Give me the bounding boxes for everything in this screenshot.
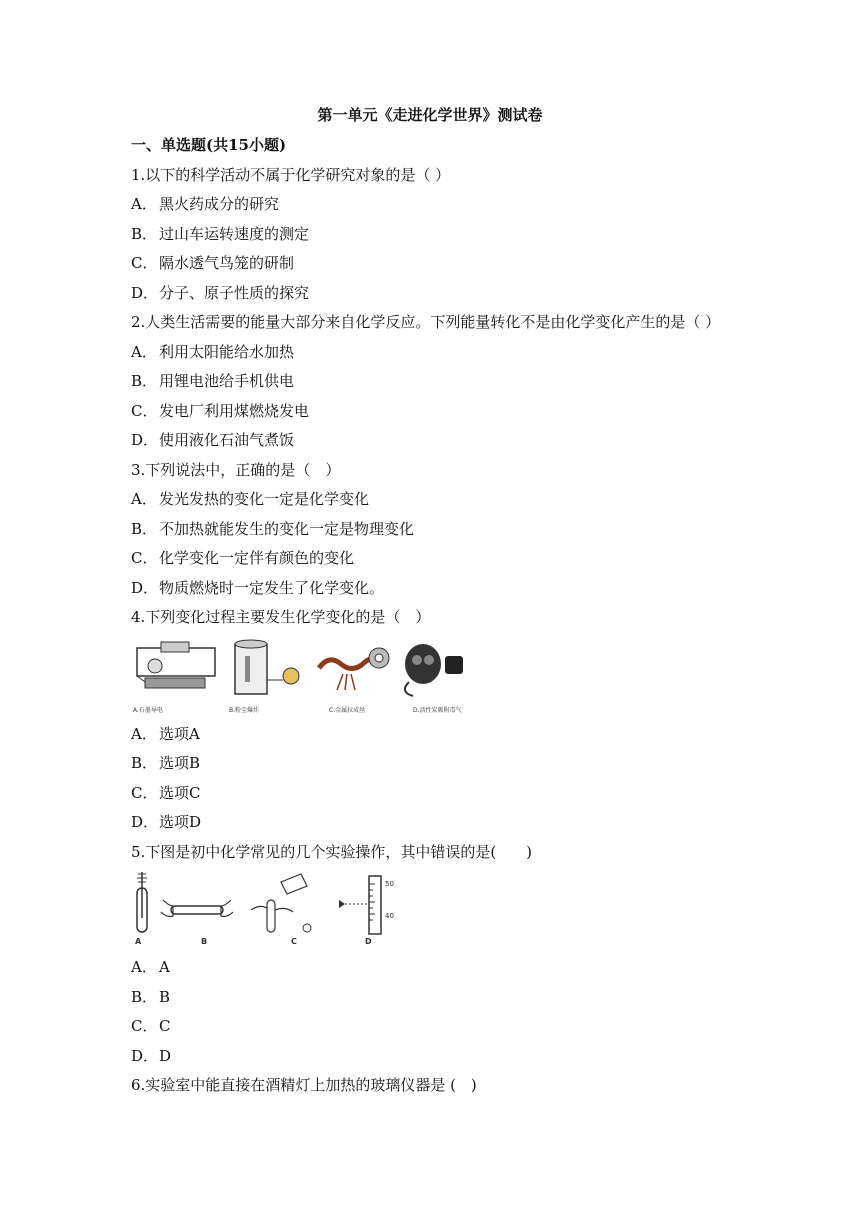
- scale-40: 40: [385, 912, 394, 920]
- option-text: 使用液化石油气煮饭: [159, 431, 295, 449]
- option-letter: B．: [131, 988, 158, 1006]
- option-text: 物质燃烧时一定发生了化学变化。: [159, 579, 385, 597]
- question-5-option-b[interactable]: [131, 986, 170, 1007]
- question-4-figure: [131, 636, 491, 718]
- question-4-option-d[interactable]: [131, 811, 201, 832]
- option-letter: D．: [131, 579, 159, 597]
- question-1-option-d[interactable]: [131, 282, 309, 303]
- option-letter: A．: [131, 958, 157, 976]
- option-letter: C．: [131, 254, 158, 272]
- option-text: 用锂电池给手机供电: [159, 372, 295, 390]
- option-letter: D．: [131, 1047, 159, 1065]
- figure-caption-d: D.活性炭吸附毒气: [413, 707, 462, 714]
- option-letter: C．: [131, 402, 158, 420]
- graduated-cylinder-icon: [339, 876, 381, 934]
- option-text: C: [159, 1017, 171, 1035]
- option-text: 分子、原子性质的探究: [159, 284, 310, 302]
- question-5-option-c[interactable]: [131, 1015, 170, 1036]
- option-letter: D．: [131, 284, 159, 302]
- option-letter: C．: [131, 1017, 158, 1035]
- option-text: 不加热就能发生的变化一定是物理变化: [159, 520, 415, 538]
- figure-label-d: D: [365, 937, 372, 946]
- question-3-option-d[interactable]: [131, 577, 384, 598]
- gas-mask-icon: [405, 644, 463, 696]
- question-2-option-c[interactable]: [131, 400, 309, 421]
- option-text: 选项C: [159, 784, 201, 802]
- figure-caption-b: B.粉尘爆炸: [229, 707, 260, 714]
- option-letter: A．: [131, 343, 157, 361]
- question-3-stem: 3.下列说法中，正确的是（ ）: [131, 461, 341, 479]
- hands-holding-tube-icon: [161, 900, 233, 917]
- option-text: 选项A: [159, 725, 200, 743]
- question-3-option-c[interactable]: [131, 547, 354, 568]
- dust-explosion-apparatus-icon: [235, 640, 299, 694]
- option-text: 隔水透气鸟笼的研制: [159, 254, 295, 272]
- option-text: 选项D: [159, 813, 202, 831]
- question-5-option-d[interactable]: [131, 1045, 171, 1066]
- option-letter: D．: [131, 813, 159, 831]
- option-text: 选项B: [159, 754, 201, 772]
- question-4-stem: 4.下列变化过程主要发生化学变化的是（ ）: [131, 608, 431, 626]
- question-2-option-b[interactable]: [131, 370, 294, 391]
- option-text: 发电厂利用煤燃烧发电: [159, 402, 310, 420]
- section-heading: 一、单选题(共15小题): [131, 136, 287, 154]
- figure-label-b: B: [201, 937, 208, 946]
- metal-wire-icon: [319, 648, 389, 690]
- question-4-option-c[interactable]: [131, 782, 200, 803]
- question-2-stem: 2.人类生活需要的能量大部分来自化学反应。下列能量转化不是由化学变化产生的是（ ）: [131, 313, 721, 331]
- question-5-option-a[interactable]: [131, 956, 170, 977]
- question-5-stem: 5.下图是初中化学常见的几个实验操作，其中错误的是( ): [131, 843, 533, 861]
- option-letter: A．: [131, 490, 157, 508]
- option-letter: C．: [131, 549, 158, 567]
- option-letter: B．: [131, 372, 158, 390]
- option-text: 发光发热的变化一定是化学变化: [159, 490, 370, 508]
- option-text: 过山车运转速度的测定: [159, 225, 310, 243]
- question-3-option-a[interactable]: [131, 488, 369, 509]
- question-3-option-b[interactable]: [131, 518, 414, 539]
- question-4-option-b[interactable]: [131, 752, 200, 773]
- question-1-option-a[interactable]: [131, 193, 279, 214]
- option-text: 化学变化一定伴有颜色的变化: [159, 549, 355, 567]
- option-letter: B．: [131, 754, 158, 772]
- option-letter: B．: [131, 225, 158, 243]
- question-4-option-a[interactable]: [131, 723, 200, 744]
- scale-50: 50: [385, 880, 394, 888]
- option-letter: C．: [131, 784, 158, 802]
- question-2-option-d[interactable]: [131, 429, 294, 450]
- option-text: 利用太阳能给水加热: [159, 343, 295, 361]
- option-letter: D．: [131, 431, 159, 449]
- option-text: D: [159, 1047, 172, 1065]
- question-1-stem: 1.以下的科学活动不属于化学研究对象的是（ ）: [131, 166, 451, 184]
- question-1-option-c[interactable]: [131, 252, 294, 273]
- figure-label-c: C: [291, 937, 297, 946]
- figure-caption-c: C.金属拉成丝: [329, 707, 366, 714]
- option-letter: A．: [131, 195, 157, 213]
- question-5-figure: [131, 870, 401, 950]
- test-tube-brush-icon: [137, 872, 147, 932]
- figure-label-a: A: [135, 937, 142, 946]
- option-letter: B．: [131, 520, 158, 538]
- pouring-liquid-icon: [251, 874, 311, 932]
- option-text: 黑火药成分的研究: [159, 195, 280, 213]
- page-title: 第一单元《走进化学世界》测试卷: [317, 106, 543, 124]
- question-2-option-a[interactable]: [131, 341, 294, 362]
- option-text: B: [159, 988, 171, 1006]
- option-text: A: [159, 958, 170, 976]
- graphite-circuit-icon: [137, 642, 215, 688]
- question-6-stem: 6.实验室中能直接在酒精灯上加热的玻璃仪器是 ( ): [131, 1076, 477, 1094]
- question-1-option-b[interactable]: [131, 223, 309, 244]
- figure-caption-a: A.石墨导电: [133, 707, 163, 714]
- option-letter: A．: [131, 725, 157, 743]
